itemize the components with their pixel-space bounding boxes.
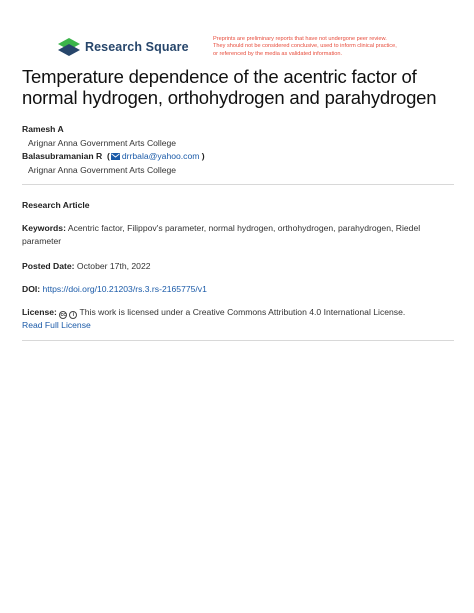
envelope-icon [111, 153, 120, 160]
research-square-logo[interactable] [58, 38, 189, 56]
keywords-label: Keywords: [22, 223, 66, 233]
paren-open: ( [104, 151, 110, 161]
attribution-icon: i [69, 311, 77, 319]
read-full-license-link[interactable]: Read Full License [22, 320, 91, 331]
paper-title: Temperature dependence of the acentric factor of normal hydrogen, orthohydrogen and parahydrogen [22, 66, 437, 108]
keywords-value: Acentric factor, Filippov's parameter, normal hydrogen, orthohydrogen, parahydrogen, Riedel parameter [22, 223, 421, 247]
doi-link[interactable]: https://doi.org/10.21203/rs.3.rs-2165775/v1 [42, 284, 207, 294]
doi [22, 283, 458, 296]
corresponding-author [22, 150, 462, 164]
paren-close: ) [199, 151, 205, 161]
author-affiliation: Arignar Anna Government Arts College [28, 137, 177, 148]
divider [22, 340, 454, 341]
creative-commons-icon: cc [60, 312, 67, 318]
disclaimer-line: or referenced by the media as validated information. [213, 50, 343, 57]
keywords [22, 222, 458, 248]
author-affiliation: Arignar Anna Government Arts College [28, 164, 177, 175]
header [0, 0, 474, 60]
divider [22, 184, 454, 185]
license [22, 306, 458, 332]
license-icons [59, 311, 77, 319]
article-type: Research Article [22, 200, 90, 210]
author-name: Ramesh A [22, 124, 64, 134]
logo-mark-icon [58, 38, 80, 56]
license-text: This work is licensed under a Creative Commons Attribution 4.0 International License. [79, 307, 406, 317]
preprint-disclaimer [213, 36, 443, 58]
author-email-link[interactable]: drrbala@yahoo.com [121, 151, 200, 161]
disclaimer-line: They should not be considered conclusive, used to inform clinical practice, [213, 43, 397, 50]
license-label: License: [22, 307, 57, 317]
posted-date [22, 260, 458, 273]
posted-date-value: October 17th, 2022 [76, 261, 151, 271]
author-list [22, 123, 462, 177]
logo-text: Research Square [85, 40, 189, 54]
posted-date-label: Posted Date: [22, 261, 75, 271]
doi-label: DOI: [22, 284, 41, 294]
author-name: Balasubramanian R [22, 151, 103, 161]
disclaimer-line: Preprints are preliminary reports that have not undergone peer review. [213, 36, 387, 42]
